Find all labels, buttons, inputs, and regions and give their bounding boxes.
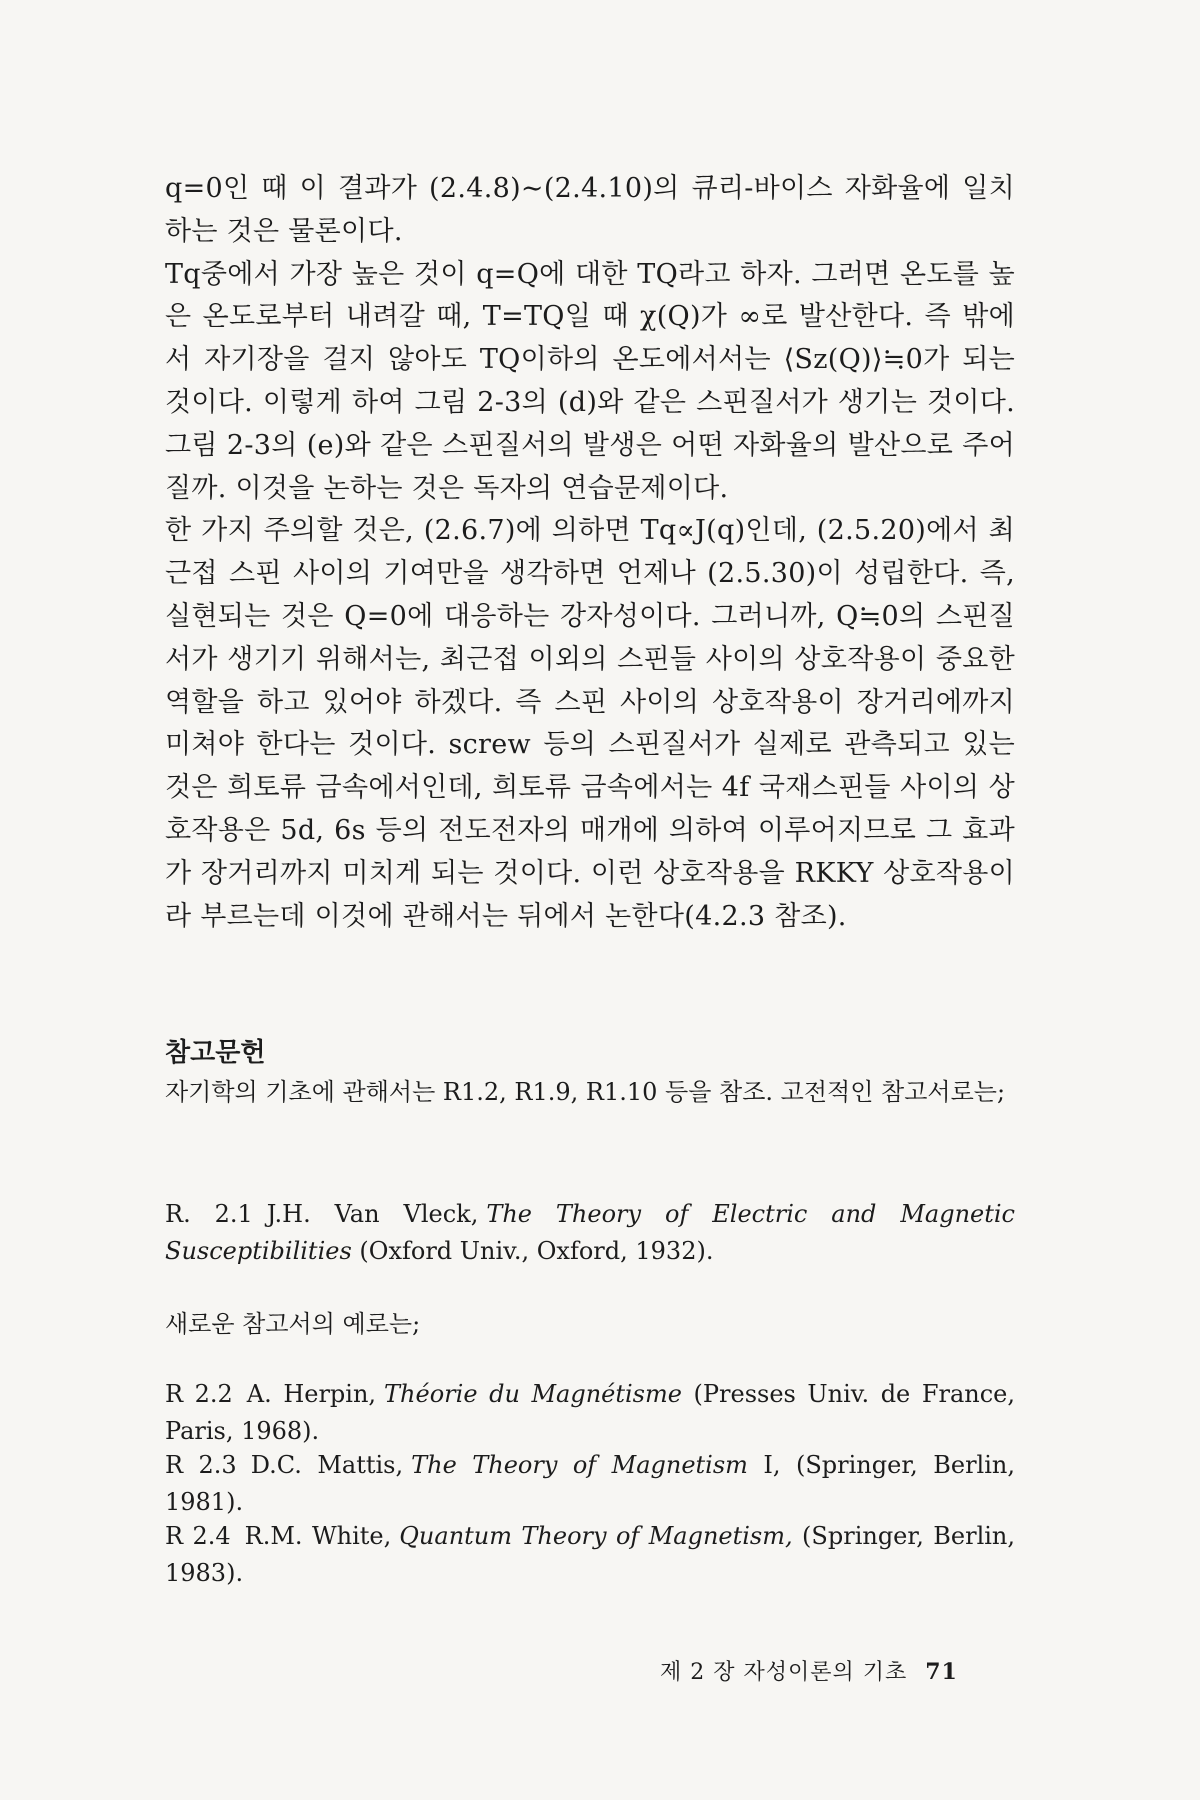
paragraph-2: Tq중에서 가장 높은 것이 q=Q에 대한 TQ라고 하자. 그러면 온도를 높은 온도로부터 내려갈 때, T=TQ일 때 χ(Q)가 ∞로 발산한다. 즉 밖에서 자기장을 걸지 않아도 TQ이하의 온도에서서는 ⟨Sz(Q)⟩≒0가 되는 것이다. 이렇게 하여 그림 2-3의 (d)와 같은 스핀질서가 생기는 것이다. 그림 2-3의 (e)와 같은 스핀질서의 발생은 어떤 자화율의 발산으로 주어질까. 이것을 논하는 것은 독자의 연습문제이다. bbox=[165, 258, 1015, 504]
reference-title: The Theory of Electric and Magnetic Susceptibilities bbox=[165, 1200, 1015, 1265]
reference-author: J.H. Van Vleck, bbox=[266, 1200, 479, 1228]
reference-number: R 2.3 bbox=[165, 1451, 237, 1479]
reference-r2-1 bbox=[165, 1196, 1015, 1270]
reference-number: R 2.2 bbox=[165, 1380, 233, 1408]
reference-author: R.M. White, bbox=[244, 1522, 392, 1550]
reference-publisher: (Springer, Berlin, 1983). bbox=[165, 1522, 1016, 1587]
reference-number: R. 2.1 bbox=[165, 1200, 253, 1228]
reference-title: Théorie du Magnétisme bbox=[384, 1380, 682, 1408]
chapter-title: 제 2 장 자성이론의 기초 bbox=[660, 1660, 908, 1685]
page-footer bbox=[660, 1655, 958, 1686]
reference-r2-4 bbox=[165, 1518, 1015, 1592]
new-references-intro: 새로운 참고서의 예로는; bbox=[165, 1310, 421, 1338]
reference-r2-3 bbox=[165, 1447, 1015, 1521]
body-text bbox=[165, 168, 1015, 938]
reference-publisher: (Presses Univ. de France, Paris, 1968). bbox=[165, 1380, 1015, 1445]
paragraph-1: q=0인 때 이 결과가 (2.4.8)∼(2.4.10)의 큐리-바이스 자화율에 일치하는 것은 물론이다. bbox=[165, 173, 1015, 247]
reference-number: R 2.4 bbox=[165, 1522, 231, 1550]
reference-r2-2 bbox=[165, 1376, 1015, 1450]
reference-title: Quantum Theory of Magnetism, bbox=[399, 1522, 793, 1550]
references-heading: 참고문헌 bbox=[165, 1038, 266, 1068]
reference-author: A. Herpin, bbox=[246, 1380, 377, 1408]
paragraph-3: 한 가지 주의할 것은, (2.6.7)에 의하면 Tq∝J(q)인데, (2.5.20)에서 최근접 스핀 사이의 기여만을 생각하면 언제나 (2.5.30)이 성립한다. 즉, 실현되는 것은 Q=0에 대응하는 강자성이다. 그러니까, Q≒0의 스핀질서가 생기기 위해서는, 최근접 이외의 스핀들 사이의 상호작용이 중요한 역할을 하고 있어야 하겠다. 즉 스핀 사이의 상호작용이 장거리에까지 미쳐야 한다는 것이다. screw 등의 스핀질서가 실제로 관측되고 있는 것은 희토류 금속에서인데, 희토류 금속에서는 4f 국재스핀들 사이의 상호작용은 5d, 6s 등의 전도전자의 매개에 의하여 이루어지므로 그 효과가 장거리까지 미치게 되는 것이다. 이런 상호작용을 RKKY 상호작용이라 부르는데 이것에 관해서는 뒤에서 논한다(4.2.3 참조). bbox=[165, 515, 1015, 932]
page-number: 71 bbox=[925, 1659, 958, 1685]
reference-title: The Theory of Magnetism bbox=[411, 1451, 748, 1479]
reference-publisher: (Oxford Univ., Oxford, 1932). bbox=[359, 1237, 714, 1265]
reference-author: D.C. Mattis, bbox=[250, 1451, 404, 1479]
reference-publisher: I, (Springer, Berlin, 1981). bbox=[165, 1451, 1015, 1516]
references-intro: 자기학의 기초에 관해서는 R1.2, R1.9, R1.10 등을 참조. 고전적인 참고서로는; bbox=[165, 1078, 1006, 1106]
